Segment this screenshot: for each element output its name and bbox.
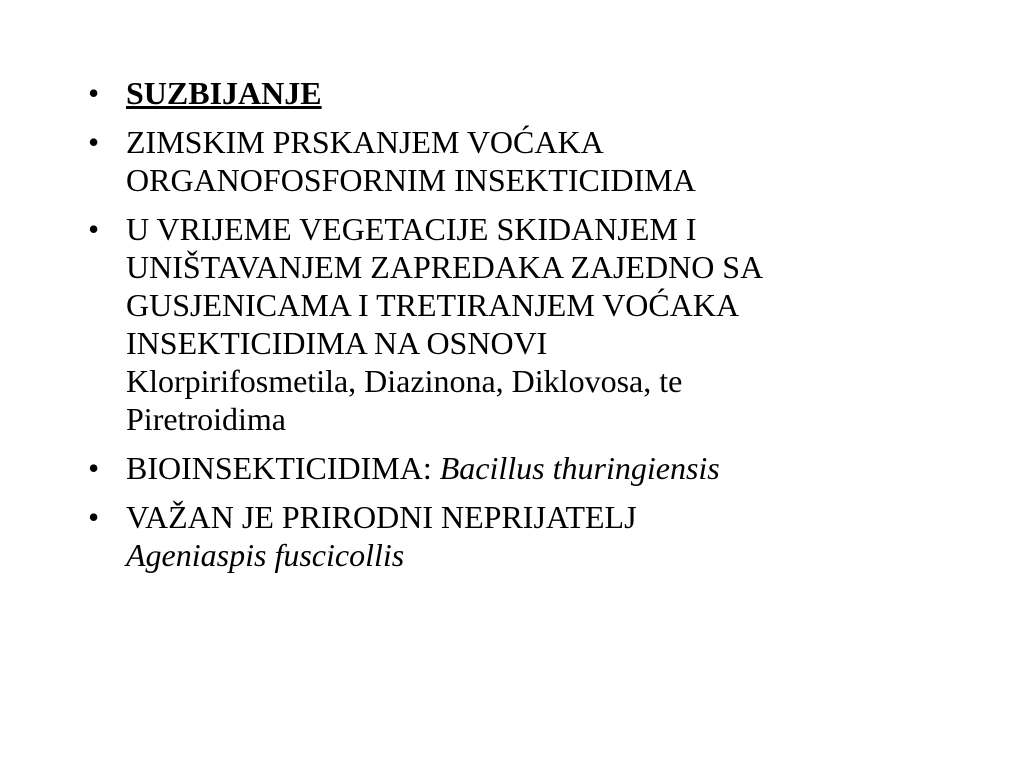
bullet-list (88, 74, 968, 585)
bullet-item-neprijatelj (88, 498, 968, 574)
bullet-text-line: VAŽAN JE PRIRODNI NEPRIJATELJ (126, 499, 637, 535)
bullet-heading: SUZBIJANJE (126, 75, 322, 111)
bullet-text-line: ZIMSKIM PRSKANJEM VOĆAKA (126, 124, 604, 160)
species-name: Ageniaspis fuscicollis (126, 537, 405, 573)
bullet-text-line: GUSJENICAMA I TRETIRANJEM VOĆAKA (126, 287, 740, 323)
bullet-text-line: ORGANOFOSFORNIM INSEKTICIDIMA (126, 162, 696, 198)
bullet-dot-icon: • (88, 450, 100, 486)
bullet-item-vegetacija (88, 210, 968, 438)
bullet-dot-icon: • (88, 75, 100, 111)
bullet-prefix: BIOINSEKTICIDIMA: (126, 450, 440, 486)
bullet-text-line: U VRIJEME VEGETACIJE SKIDANJEM I (126, 211, 697, 247)
bullet-dot-icon: • (88, 211, 100, 247)
bullet-item-zimsko-prskanje (88, 123, 968, 199)
bullet-text-line: Piretroidima (126, 401, 286, 437)
bullet-text-line (126, 449, 968, 487)
bullet-dot-icon: • (88, 124, 100, 160)
species-name: Bacillus thuringiensis (439, 450, 720, 486)
bullet-dot-icon: • (88, 499, 100, 535)
bullet-item-bioinsekticidi (88, 449, 968, 487)
bullet-text-line: Klorpirifosmetila, Diazinona, Diklovosa, te (126, 363, 683, 399)
bullet-item-suzbijanje (88, 74, 968, 112)
bullet-text-line: UNIŠTAVANJEM ZAPREDAKA ZAJEDNO SA (126, 249, 764, 285)
bullet-text-line: INSEKTICIDIMA NA OSNOVI (126, 325, 548, 361)
